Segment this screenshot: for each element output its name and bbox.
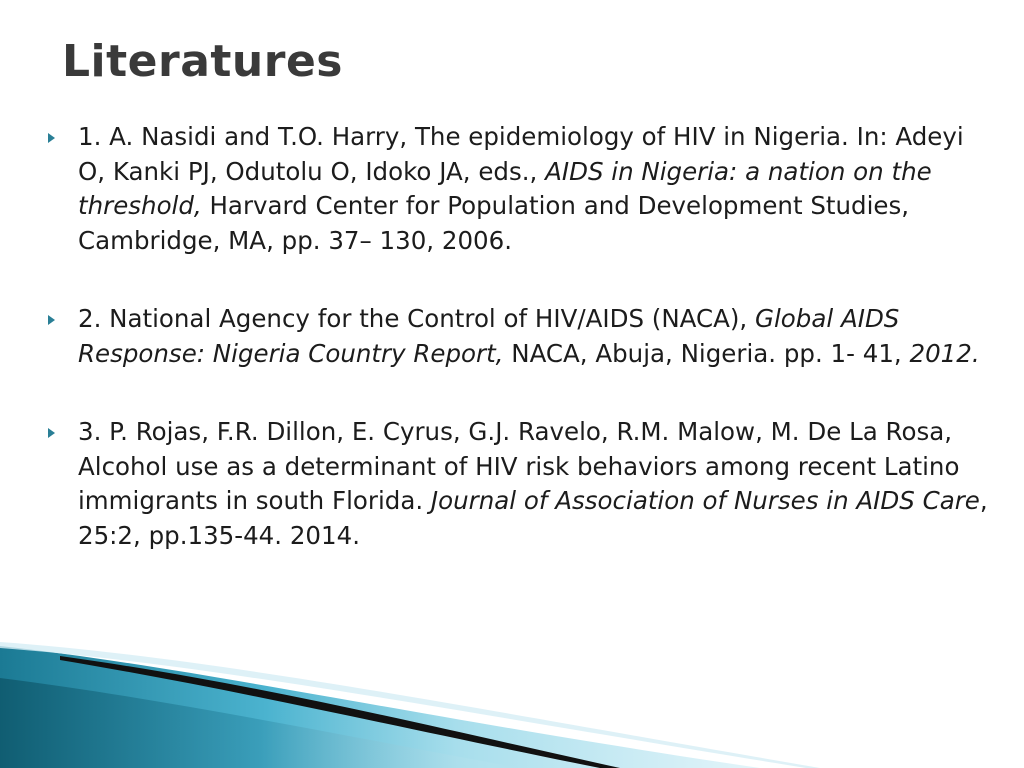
reference-text: 3. P. Rojas, F.R. Dillon, E. Cyrus, G.J. Ravelo, R.M. Malow, M. De La Rosa, Alcohol use as a determinant of HIV risk behaviors among recent Latino immigrants in south Florida. [78,417,960,515]
wave-decoration [0,638,1024,768]
reference-title-italic: 2012. [909,338,980,368]
reference-title-italic: Journal of Association of Nurses in AIDS Care [430,486,980,515]
triangle-bullet-icon [48,315,55,325]
reference-item [48,120,998,258]
triangle-bullet-icon [48,133,55,143]
reference-text: 2. National Agency for the Control of HIV/AIDS (NACA), [78,304,756,333]
reference-title-italic: AIDS in Nigeria: a nation on the threshold, [78,156,932,220]
reference-text: 1. A. Nasidi and T.O. Harry, The epidemiology of HIV in Nigeria. In: Adeyi O, Kanki PJ, Odutolu O, Idoko JA, eds., [78,122,964,186]
reference-text: NACA, Abuja, Nigeria. pp. 1- 41, [503,338,910,368]
reference-list [48,120,998,597]
reference-text: Harvard Center for Population and Development Studies, Cambridge, MA, pp. 37– 130, 2006. [78,191,910,255]
triangle-bullet-icon [48,428,55,438]
reference-text: , 25:2, pp.135-44. 2014. [78,486,988,550]
reference-title-italic: Global AIDS Response: Nigeria Country Report, [78,304,900,368]
reference-item [48,415,998,553]
slide-title: Literatures [62,36,343,87]
reference-item [48,302,998,371]
